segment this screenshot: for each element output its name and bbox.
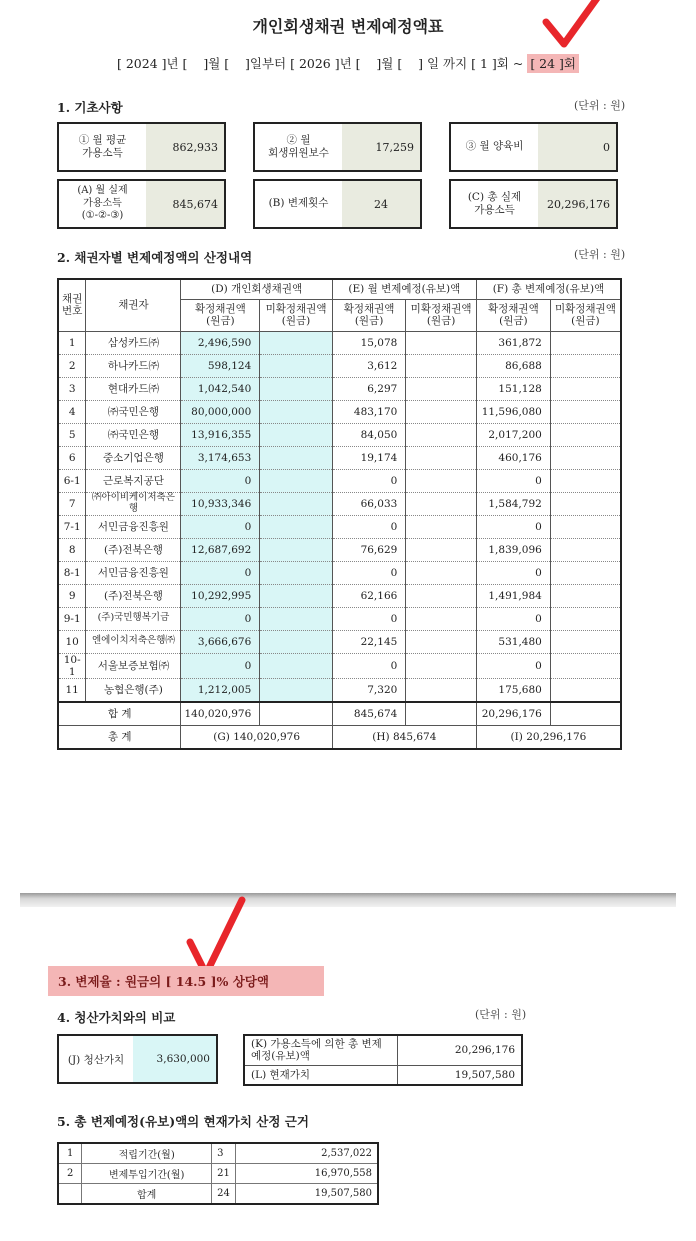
- row-unconfirmed-f: [550, 377, 621, 400]
- table-row: [58, 1184, 378, 1205]
- pv-label: 합계: [82, 1184, 212, 1205]
- row-no: 9: [58, 584, 86, 607]
- row-confirmed-e: 22,145: [332, 630, 406, 653]
- header-no: 채권 번호: [58, 279, 86, 331]
- table-row: [58, 607, 621, 630]
- row-creditor: 서민금융진흥원: [86, 561, 181, 584]
- row-no: 4: [58, 400, 86, 423]
- row-confirmed-e: 7,320: [332, 678, 406, 702]
- row-unconfirmed-f: [550, 678, 621, 702]
- payment-count-box: [253, 179, 422, 229]
- creditor-table: [57, 278, 622, 750]
- row-unconfirmed-d: [260, 423, 333, 446]
- monthly-disposable-box: [57, 179, 226, 229]
- l-label: (L) 현재가치: [244, 1065, 398, 1085]
- trustee-fee-box: [253, 122, 422, 172]
- row-unconfirmed-e: [406, 607, 477, 630]
- box-label: ② 월 회생위원보수: [268, 133, 329, 159]
- row-confirmed-d: 1,212,005: [181, 678, 260, 702]
- section4-heading: 4. 청산가치와의 비교: [57, 1010, 176, 1025]
- row-confirmed-d: 10,292,995: [181, 584, 260, 607]
- row-unconfirmed-d: [260, 607, 333, 630]
- row-unconfirmed-d: [260, 561, 333, 584]
- box-label: ③ 월 양육비: [465, 140, 524, 153]
- section4-unit: (단위 : 원): [475, 1008, 527, 1021]
- row-unconfirmed-e: [406, 423, 477, 446]
- k-label: (K) 가용소득에 의한 총 변제 예정(유보)액: [244, 1035, 398, 1065]
- row-unconfirmed-e: [406, 446, 477, 469]
- row-no: 1: [58, 331, 86, 354]
- row-confirmed-f: 2,017,200: [476, 423, 550, 446]
- pv-label: 적립기간(월): [82, 1143, 212, 1164]
- row-unconfirmed-f: [550, 492, 621, 515]
- l-value: 19,507,580: [398, 1065, 522, 1085]
- row-unconfirmed-f: [550, 400, 621, 423]
- box-label: (B) 변제횟수: [268, 197, 329, 210]
- pv-no: 1: [58, 1143, 82, 1164]
- row-creditor: ㈜국민은행: [86, 400, 181, 423]
- row-unconfirmed-d: [260, 678, 333, 702]
- row-no: 10-1: [58, 653, 86, 678]
- row-creditor: (주)전북은행: [86, 584, 181, 607]
- table-row: [58, 678, 621, 702]
- row-confirmed-d: 1,042,540: [181, 377, 260, 400]
- row-confirmed-e: 0: [332, 515, 406, 538]
- row-unconfirmed-f: [550, 423, 621, 446]
- row-unconfirmed-d: [260, 331, 333, 354]
- row-creditor: 엔에이치저축은행㈜: [86, 630, 181, 653]
- table-row: [58, 1143, 378, 1164]
- row-unconfirmed-f: [550, 584, 621, 607]
- row-confirmed-e: 84,050: [332, 423, 406, 446]
- header-group-f: (F) 총 변제예정(유보)액: [476, 279, 621, 299]
- row-unconfirmed-f: [550, 469, 621, 492]
- row-confirmed-f: 86,688: [476, 354, 550, 377]
- box-value: 862,933: [146, 124, 224, 170]
- row-confirmed-e: 0: [332, 561, 406, 584]
- row-confirmed-e: 483,170: [332, 400, 406, 423]
- total-row: [58, 725, 621, 749]
- total-label: 총 계: [58, 725, 181, 749]
- row-confirmed-f: 361,872: [476, 331, 550, 354]
- row-no: 5: [58, 423, 86, 446]
- header-unconfirmed-f: 미확정채권액 (원금): [550, 299, 621, 331]
- row-no: 6: [58, 446, 86, 469]
- present-value-table: [57, 1142, 379, 1205]
- page-divider: [20, 893, 676, 907]
- header-unconfirmed-d: 미확정채권액 (원금): [260, 299, 333, 331]
- row-confirmed-f: 460,176: [476, 446, 550, 469]
- row-confirmed-e: 3,612: [332, 354, 406, 377]
- table-row: [58, 630, 621, 653]
- row-confirmed-d: 3,174,653: [181, 446, 260, 469]
- header-group-e: (E) 월 변제예정(유보)액: [332, 279, 476, 299]
- repayment-rate: 3. 변제율 : 원금의 [ 14.5 ]% 상당액: [48, 966, 324, 996]
- pv-value: 19,507,580: [235, 1184, 378, 1205]
- pv-no: [58, 1184, 82, 1205]
- table-row: [58, 492, 621, 515]
- sum-unconfirmed-e: [406, 702, 477, 726]
- row-unconfirmed-e: [406, 354, 477, 377]
- row-unconfirmed-e: [406, 678, 477, 702]
- row-unconfirmed-d: [260, 446, 333, 469]
- avg-income-box: [57, 122, 226, 172]
- sum-unconfirmed-f: [550, 702, 621, 726]
- row-creditor: 삼성카드㈜: [86, 331, 181, 354]
- row-creditor: 현대카드㈜: [86, 377, 181, 400]
- row-no: 6-1: [58, 469, 86, 492]
- pv-value: 2,537,022: [235, 1143, 378, 1164]
- row-unconfirmed-d: [260, 630, 333, 653]
- table-row: [58, 446, 621, 469]
- row-confirmed-f: 175,680: [476, 678, 550, 702]
- sum-unconfirmed-d: [260, 702, 333, 726]
- pv-months: 3: [212, 1143, 236, 1164]
- row-unconfirmed-f: [550, 561, 621, 584]
- row-unconfirmed-e: [406, 377, 477, 400]
- table-row: [58, 561, 621, 584]
- row-creditor: 근로복지공단: [86, 469, 181, 492]
- row-unconfirmed-d: [260, 653, 333, 678]
- box-value: 0: [538, 124, 616, 170]
- box-value: 24: [342, 181, 420, 227]
- row-unconfirmed-d: [260, 354, 333, 377]
- row-creditor: 하나카드㈜: [86, 354, 181, 377]
- header-confirmed-f: 확정채권액 (원금): [476, 299, 550, 331]
- section1-unit: (단위 : 원): [574, 99, 626, 112]
- pv-value: 16,970,558: [235, 1164, 378, 1184]
- pv-label: 변제투입기간(월): [82, 1164, 212, 1184]
- row-no: 9-1: [58, 607, 86, 630]
- row-confirmed-e: 19,174: [332, 446, 406, 469]
- row-confirmed-e: 6,297: [332, 377, 406, 400]
- row-unconfirmed-d: [260, 377, 333, 400]
- row-confirmed-d: 10,933,346: [181, 492, 260, 515]
- row-confirmed-d: 598,124: [181, 354, 260, 377]
- document-title: 개인회생채권 변제예정액표: [252, 17, 444, 36]
- row-no: 8-1: [58, 561, 86, 584]
- row-unconfirmed-f: [550, 653, 621, 678]
- row-confirmed-d: 13,916,355: [181, 423, 260, 446]
- row-creditor: 서울보증보험㈜: [86, 653, 181, 678]
- section5-heading: 5. 총 변제예정(유보)액의 현재가치 산정 근거: [57, 1114, 309, 1129]
- header-unconfirmed-e: 미확정채권액 (원금): [406, 299, 477, 331]
- pv-no: 2: [58, 1164, 82, 1184]
- row-unconfirmed-f: [550, 538, 621, 561]
- row-confirmed-f: 0: [476, 561, 550, 584]
- k-value: 20,296,176: [398, 1035, 522, 1065]
- row-unconfirmed-e: [406, 653, 477, 678]
- table-row: [58, 515, 621, 538]
- row-no: 11: [58, 678, 86, 702]
- period-highlight: [ 24 ]회: [527, 54, 579, 73]
- row-confirmed-e: 15,078: [332, 331, 406, 354]
- row-unconfirmed-d: [260, 400, 333, 423]
- row-unconfirmed-e: [406, 492, 477, 515]
- row-confirmed-d: 0: [181, 607, 260, 630]
- row-unconfirmed-d: [260, 584, 333, 607]
- header-confirmed-e: 확정채권액 (원금): [332, 299, 406, 331]
- row-confirmed-f: 1,584,792: [476, 492, 550, 515]
- section1-heading: 1. 기초사항: [57, 100, 123, 115]
- row-confirmed-f: 0: [476, 607, 550, 630]
- row-confirmed-d: 3,666,676: [181, 630, 260, 653]
- row-confirmed-d: 0: [181, 469, 260, 492]
- row-unconfirmed-f: [550, 607, 621, 630]
- total-h: (H) 845,674: [332, 725, 476, 749]
- row-unconfirmed-e: [406, 584, 477, 607]
- table-row: [58, 538, 621, 561]
- row-confirmed-d: 0: [181, 653, 260, 678]
- table-row: [58, 354, 621, 377]
- header-confirmed-d: 확정채권액 (원금): [181, 299, 260, 331]
- row-confirmed-e: 0: [332, 653, 406, 678]
- row-no: 7-1: [58, 515, 86, 538]
- row-unconfirmed-f: [550, 446, 621, 469]
- row-unconfirmed-d: [260, 492, 333, 515]
- row-creditor: (주)국민행복기금: [86, 607, 181, 630]
- row-confirmed-f: 531,480: [476, 630, 550, 653]
- row-creditor: ㈜아이비케이저축은행: [86, 492, 181, 515]
- childcare-box: [449, 122, 618, 172]
- total-disposable-box: [449, 179, 618, 229]
- sum-d: 140,020,976: [181, 702, 260, 726]
- table-row: [58, 331, 621, 354]
- row-no: 7: [58, 492, 86, 515]
- row-no: 10: [58, 630, 86, 653]
- table-row: [58, 584, 621, 607]
- row-unconfirmed-f: [550, 331, 621, 354]
- box-label: (C) 총 실제 가용소득: [467, 190, 522, 216]
- total-g: (G) 140,020,976: [181, 725, 332, 749]
- box-label: ① 월 평균 가용소득: [78, 133, 127, 159]
- row-confirmed-d: 80,000,000: [181, 400, 260, 423]
- row-unconfirmed-e: [406, 400, 477, 423]
- row-creditor: 서민금융진흥원: [86, 515, 181, 538]
- row-confirmed-f: 0: [476, 469, 550, 492]
- row-confirmed-f: 11,596,080: [476, 400, 550, 423]
- row-confirmed-f: 1,491,984: [476, 584, 550, 607]
- box-value: 20,296,176: [538, 181, 616, 227]
- row-confirmed-f: 151,128: [476, 377, 550, 400]
- row-unconfirmed-e: [406, 561, 477, 584]
- sum-row: [58, 702, 621, 726]
- header-group-d: (D) 개인회생채권액: [181, 279, 332, 299]
- row-unconfirmed-d: [260, 469, 333, 492]
- row-no: 8: [58, 538, 86, 561]
- row-creditor: ㈜국민은행: [86, 423, 181, 446]
- box-value: 845,674: [146, 181, 224, 227]
- row-unconfirmed-e: [406, 515, 477, 538]
- row-no: 2: [58, 354, 86, 377]
- sum-label: 합 계: [58, 702, 181, 726]
- sum-f: 20,296,176: [476, 702, 550, 726]
- row-confirmed-d: 0: [181, 515, 260, 538]
- pv-months: 24: [212, 1184, 236, 1205]
- row-confirmed-e: 62,166: [332, 584, 406, 607]
- box-label: (A) 월 실제 가용소득 (①-②-③): [77, 185, 128, 222]
- row-confirmed-e: 0: [332, 469, 406, 492]
- header-creditor: 채권자: [86, 279, 181, 331]
- row-unconfirmed-f: [550, 354, 621, 377]
- table-row: [58, 653, 621, 678]
- period-text: [ 2024 ]년 [ ]월 [ ]일부터 [ 2026 ]년 [ ]월 [ ] 일 까지 [ 1 ]회 ~: [117, 56, 528, 71]
- red-checkmark-icon: [540, 0, 610, 52]
- row-no: 3: [58, 377, 86, 400]
- row-unconfirmed-f: [550, 515, 621, 538]
- liquidation-label: (J) 청산가치: [67, 1053, 125, 1066]
- pv-months: 21: [212, 1164, 236, 1184]
- row-confirmed-f: 0: [476, 653, 550, 678]
- row-confirmed-e: 0: [332, 607, 406, 630]
- row-unconfirmed-d: [260, 538, 333, 561]
- row-confirmed-f: 0: [476, 515, 550, 538]
- sum-e: 845,674: [332, 702, 406, 726]
- table-row: [58, 400, 621, 423]
- row-confirmed-d: 12,687,692: [181, 538, 260, 561]
- row-confirmed-f: 1,839,096: [476, 538, 550, 561]
- liquidation-value-box: [57, 1034, 218, 1084]
- row-unconfirmed-d: [260, 515, 333, 538]
- row-unconfirmed-e: [406, 331, 477, 354]
- table-row: [58, 377, 621, 400]
- section2-unit: (단위 : 원): [574, 248, 626, 261]
- row-unconfirmed-e: [406, 538, 477, 561]
- table-row: [58, 1164, 378, 1184]
- section2-heading: 2. 채권자별 변제예정액의 산정내역: [57, 250, 253, 265]
- row-confirmed-e: 66,033: [332, 492, 406, 515]
- row-unconfirmed-f: [550, 630, 621, 653]
- row-creditor: 농협은행(주): [86, 678, 181, 702]
- liquidation-value: 3,630,000: [133, 1036, 216, 1082]
- row-creditor: (주)전북은행: [86, 538, 181, 561]
- total-i: (I) 20,296,176: [476, 725, 621, 749]
- row-confirmed-d: 0: [181, 561, 260, 584]
- table-row: [58, 423, 621, 446]
- comparison-table: [243, 1034, 523, 1086]
- row-unconfirmed-e: [406, 630, 477, 653]
- table-row: [58, 469, 621, 492]
- box-value: 17,259: [342, 124, 420, 170]
- row-confirmed-d: 2,496,590: [181, 331, 260, 354]
- row-confirmed-e: 76,629: [332, 538, 406, 561]
- row-creditor: 중소기업은행: [86, 446, 181, 469]
- row-unconfirmed-e: [406, 469, 477, 492]
- payment-period: [0, 54, 696, 72]
